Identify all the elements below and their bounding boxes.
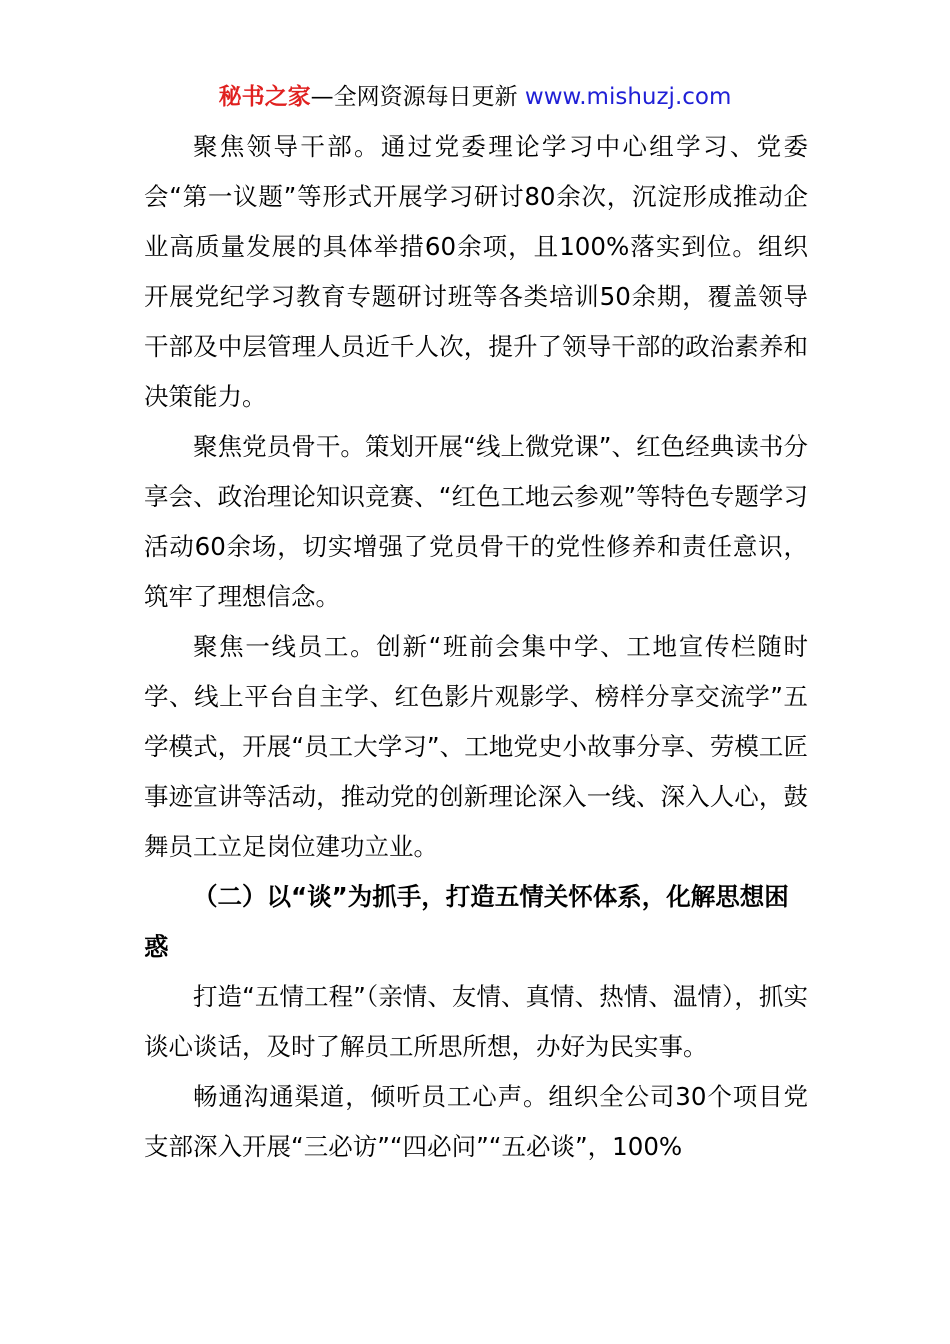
paragraph-communication: 畅通沟通渠道，倾听员工心声。组织全公司30个项目党支部深入开展“三必访”“四必问”“五必谈”，100% [144, 1082, 808, 1161]
paragraph-party-members: 聚焦党员骨干。策划开展“线上微党课”、红色经典读书分享会、政治理论知识竞赛、“红色工地云参观”等特色专题学习活动60余场，切实增强了党员骨干的党性修养和责任意识，筑牢了理想信念。 [144, 432, 808, 611]
brand-name: 秘书之家 [218, 84, 311, 110]
paragraph-five-emotions: 打造“五情工程”（亲情、友情、真情、热情、温情），抓实谈心谈话，及时了解员工所思所想，办好为民实事。 [144, 982, 808, 1061]
site-watermark-header [0, 80, 950, 114]
brand-tagline: —全网资源每日更新 [310, 84, 518, 110]
document-body [144, 122, 808, 1172]
paragraph-leaders: 聚焦领导干部。通过党委理论学习中心组学习、党委会“第一议题”等形式开展学习研讨80余次，沉淀形成推动企业高质量发展的具体举措60余项，且100%落实到位。组织开展党纪学习教育专题研讨班等各类培训50余期，覆盖领导干部及中层管理人员近千人次，提升了领导干部的政治素养和决策能力。 [144, 132, 808, 411]
site-url[interactable]: www.mishuzj.com [524, 84, 732, 110]
paragraph-frontline-staff: 聚焦一线员工。创新“班前会集中学、工地宣传栏随时学、线上平台自主学、红色影片观影学、榜样分享交流学”五学模式，开展“员工大学习”、工地党史小故事分享、劳模工匠事迹宣讲等活动，推动党的创新理论深入一线、深入人心，鼓舞员工立足岗位建功立业。 [144, 632, 808, 861]
section-heading: （二）以“谈”为抓手，打造五情关怀体系，化解思想困惑 [144, 882, 789, 961]
